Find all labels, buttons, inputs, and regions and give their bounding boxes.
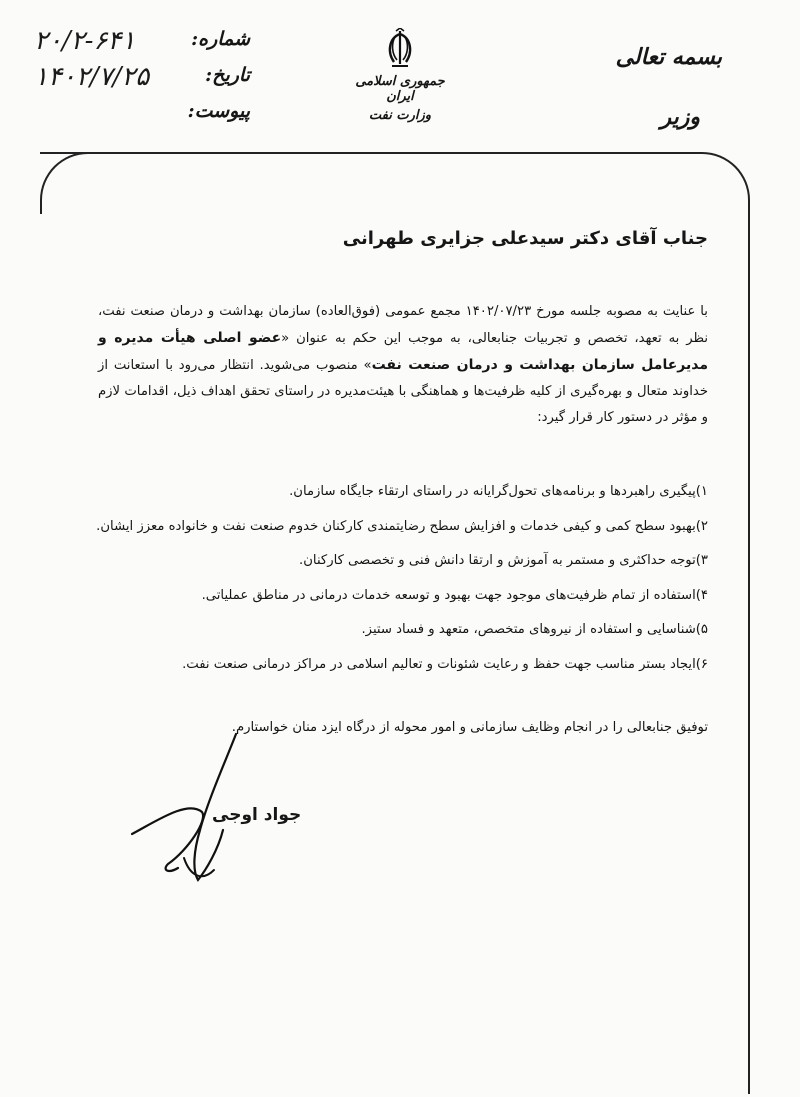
paragraph-part-2: » منصوب می‌شوید. انتظار می‌رود با استعانت از خداوند متعال و بهره‌گیری از کلیه ظرفیت‌ها و هماهنگی با هیئت‌مدیره در راستای تحقق اهداف ذیل، اقدامات لازم و مؤثر در دستور کار قرار گیرد: [98, 358, 708, 425]
bismillah-text: بسمه تعالی [615, 44, 722, 70]
closing-line: توفیق جنابعالی را در انجام وظایف سازمانی و امور محوله از درگاه ایزد منان خواستارم. [231, 720, 708, 735]
list-item: ۱)پیگیری راهبردها و برنامه‌های تحول‌گرایانه در راستای ارتقاء جایگاه سازمان. [289, 484, 708, 499]
list-item: ۲)بهبود سطح کمی و کیفی خدمات و افزایش سطح رضایتمندی کارکنان خدوم صنعت نفت و خانواده معزز ایشان. [96, 518, 708, 534]
letterhead-emblem [340, 28, 460, 123]
main-paragraph [98, 299, 708, 431]
objectives-list [98, 475, 708, 682]
number-value: ۲۰/۲-۶۴۱ [34, 26, 136, 56]
iran-emblem-icon [380, 28, 420, 70]
paragraph-part-1: با عنایت به مصوبه جلسه مورخ ۱۴۰۲/۰۷/۲۳ مجمع عمومی (فوق‌العاده) سازمان بهداشت و درمان صنعت نفت، نظر به تعهد، تخصص و تجربیات جنابعالی، به موجب این حکم به عنوان « [98, 304, 708, 346]
number-label: شماره: [191, 28, 250, 50]
appointment-title: عضو اصلی هیأت مدیره و مدیرعامل سازمان بهداشت و درمان صنعت نفت [98, 330, 708, 373]
letter-body [98, 228, 708, 735]
list-item: ۶)ایجاد بستر مناسب جهت حفظ و رعایت شئونات و تعالیم اسلامی در مراکز درمانی صنعت نفت. [182, 656, 708, 672]
signatory-name: جواد اوجی [212, 805, 302, 825]
list-item: ۴)استفاده از تمام ظرفیت‌های موجود جهت بهبود و توسعه خدمات درمانی در مناطق عملیاتی. [201, 587, 708, 603]
list-item: ۳)توجه حداکثری و مستمر به آموزش و ارتقا دانش فنی و تخصصی کارکنان. [299, 553, 708, 568]
date-label: تاریخ: [205, 64, 250, 86]
government-name: جمهوری اسلامی ایران [355, 74, 445, 104]
office-title: وزیر [660, 104, 700, 130]
ministry-name: وزارت نفت [368, 108, 432, 123]
addressee: جناب آقای دکتر سیدعلی جزایری طهرانی [342, 228, 708, 249]
letter-reference-block [30, 26, 250, 134]
letter-heading [616, 44, 722, 130]
attachment-label: پیوست: [187, 100, 250, 122]
date-value: ۱۴۰۲/۷/۲۵ [34, 62, 150, 92]
list-item: ۵)شناسایی و استفاده از نیروهای متخصص، متعهد و فساد ستیز. [361, 622, 708, 637]
